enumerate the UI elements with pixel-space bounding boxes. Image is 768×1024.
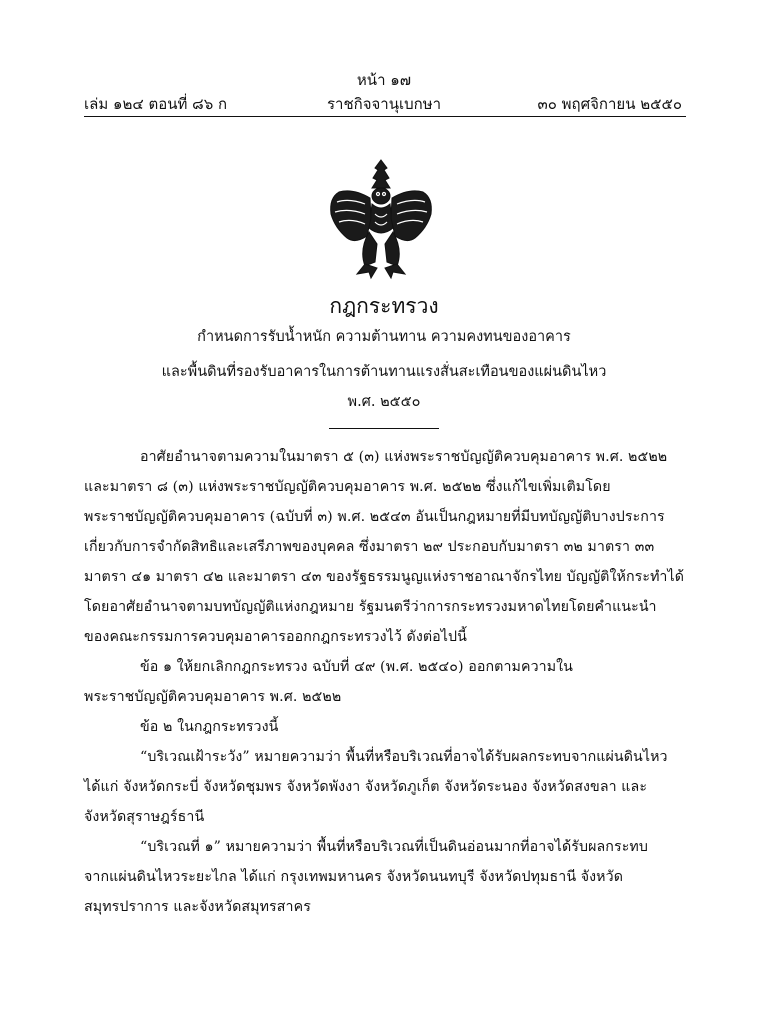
volume-issue: เล่ม ๑๒๔ ตอนที่ ๘๖ ก xyxy=(84,95,228,113)
body-line: ของคณะกรรมการควบคุมอาคารออกกฎกระทรวงไว้ ดังต่อไปนี้ xyxy=(84,629,467,645)
definition-watch-area: “บริเวณเฝ้าระวัง” หมายความว่า พื้นที่หรือบริเวณที่อาจได้รับผลกระทบจากแผ่นดินไหว xyxy=(140,749,668,765)
clause-1: ข้อ ๑ ให้ยกเลิกกฎกระทรวง ฉบับที่ ๔๙ (พ.ศ. ๒๕๔๐) ออกตามความใน xyxy=(140,659,573,675)
body-line: สมุทรปราการ และจังหวัดสมุทรสาคร xyxy=(84,899,311,915)
body-line: มาตรา ๔๑ มาตรา ๔๒ และมาตรา ๔๓ ของรัฐธรรมนูญแห่งราชอาณาจักรไทย บัญญัติให้กระทำได้ xyxy=(84,569,685,585)
header-rule xyxy=(84,116,686,117)
subtitle-line: กำหนดการรับน้ำหนัก ความต้านทาน ความคงทนของอาคาร xyxy=(197,329,571,345)
body-line: พระราชบัญญัติควบคุมอาคาร (ฉบับที่ ๓) พ.ศ. ๒๕๔๓ อันเป็นกฎหมายที่มีบทบัญญัติบางประการ xyxy=(84,509,665,525)
body-line: เกี่ยวกับการจำกัดสิทธิและเสรีภาพของบุคคล ซึ่งมาตรา ๒๙ ประกอบกับมาตรา ๓๒ มาตรา ๓๓ xyxy=(84,539,655,555)
clause-2: ข้อ ๒ ในกฎกระทรวงนี้ xyxy=(140,719,279,735)
body-line: อาศัยอำนาจตามความในมาตรา ๕ (๓) แห่งพระราชบัญญัติควบคุมอาคาร พ.ศ. ๒๕๒๒ xyxy=(140,449,668,465)
gazette-name: ราชกิจจานุเบกษา xyxy=(326,95,442,113)
title-rule xyxy=(329,428,439,429)
body-line: และมาตรา ๘ (๓) แห่งพระราชบัญญัติควบคุมอาคาร พ.ศ. ๒๕๒๒ ซึ่งแก้ไขเพิ่มเติมโดย xyxy=(84,479,611,495)
body-line: โดยอาศัยอำนาจตามบทบัญญัติแห่งกฎหมาย รัฐมนตรีว่าการกระทรวงมหาดไทยโดยคำแนะนำ xyxy=(84,599,657,615)
body-line: พระราชบัญญัติควบคุมอาคาร พ.ศ. ๒๕๒๒ xyxy=(84,689,342,705)
garuda-emblem-icon xyxy=(325,158,437,280)
body-line: จากแผ่นดินไหวระยะไกล ได้แก่ กรุงเทพมหานคร จังหวัดนนทบุรี จังหวัดปทุมธานี จังหวัด xyxy=(84,869,624,885)
subtitle-line: และพื้นดินที่รองรับอาคารในการต้านทานแรงสั่นสะเทือนของแผ่นดินไหว xyxy=(161,364,607,380)
definition-area-1: “บริเวณที่ ๑” หมายความว่า พื้นที่หรือบริเวณที่เป็นดินอ่อนมากที่อาจได้รับผลกระทบ xyxy=(140,839,648,855)
year-line: พ.ศ. ๒๕๕๐ xyxy=(347,394,421,410)
body-line: ได้แก่ จังหวัดกระบี่ จังหวัดชุมพร จังหวัดพังงา จังหวัดภูเก็ต จังหวัดระนอง จังหวัดสงขลา และ xyxy=(84,779,648,795)
body-line: จังหวัดสุราษฎร์ธานี xyxy=(84,809,205,825)
document-title: กฎกระทรวง xyxy=(329,294,439,318)
page-number: หน้า ๑๗ xyxy=(356,71,412,89)
issue-date: ๓๐ พฤศจิกายน ๒๕๕๐ xyxy=(537,95,682,113)
